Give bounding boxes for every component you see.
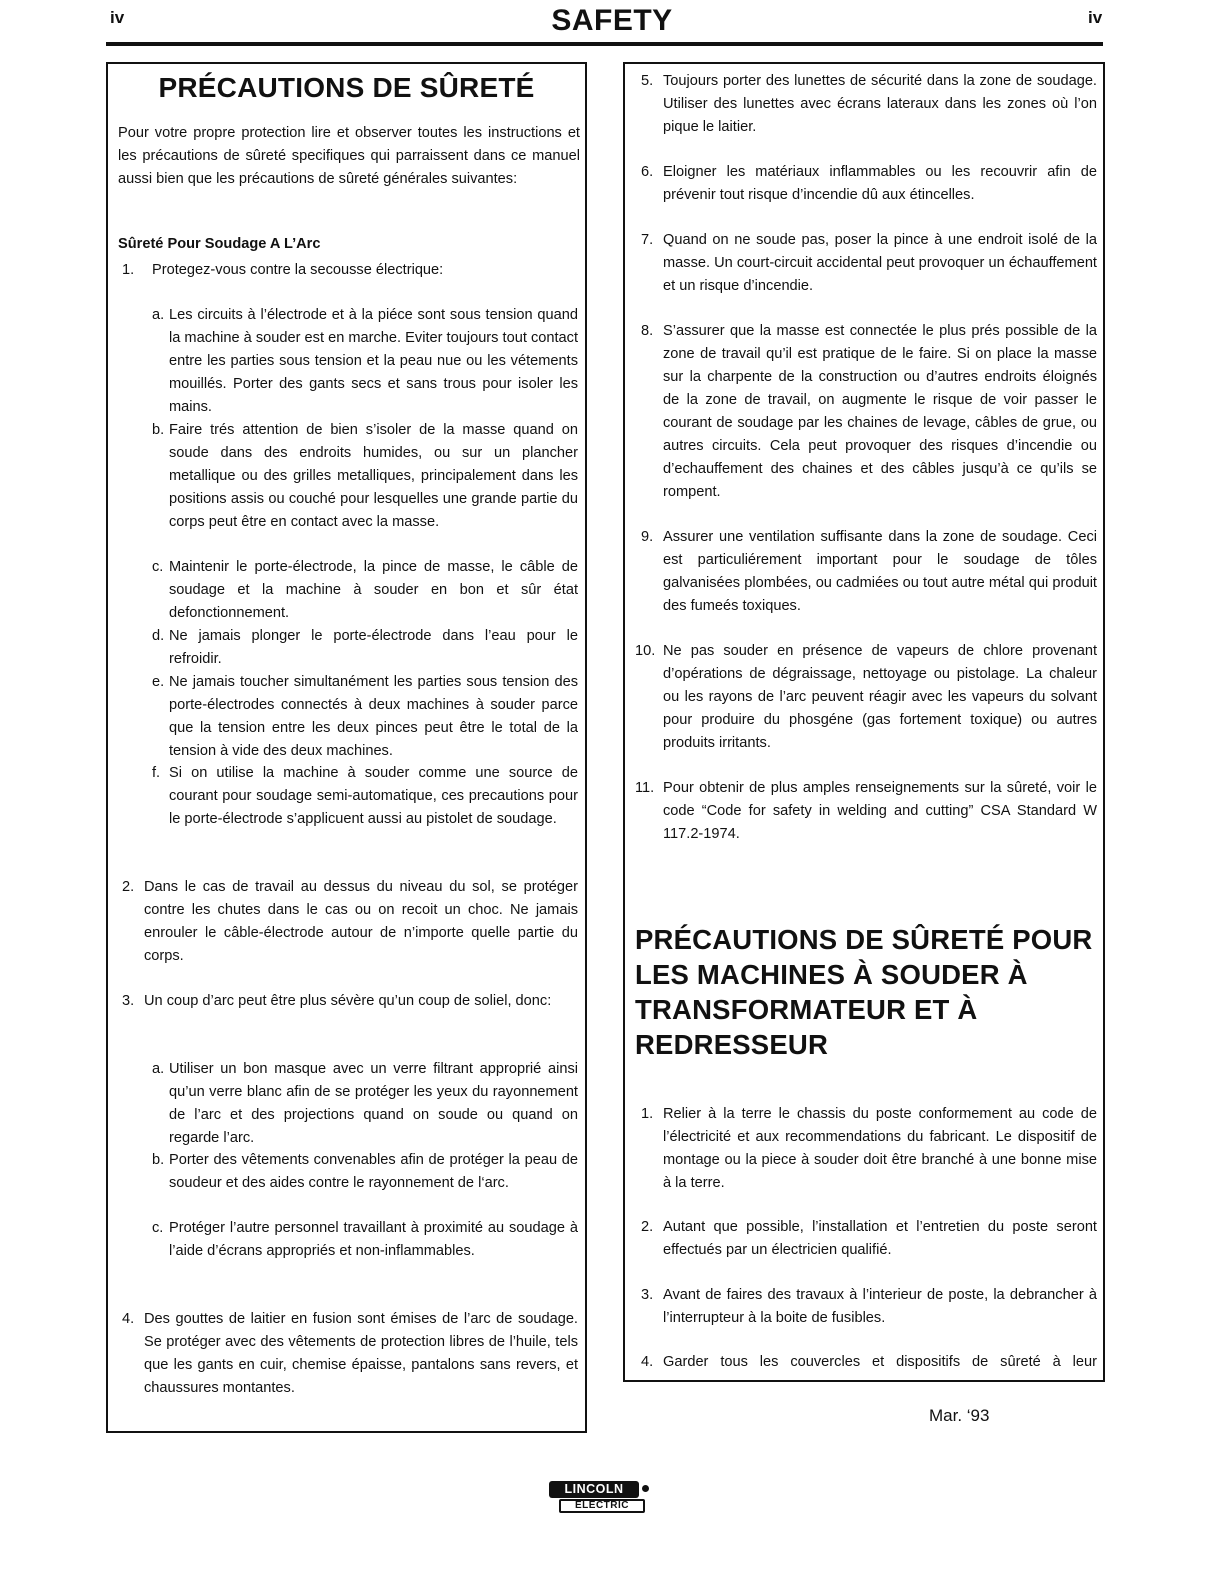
sub-item-1c xyxy=(152,556,578,626)
list-number: 2. xyxy=(122,879,135,895)
transformer-item-1 xyxy=(635,1103,1097,1196)
list-text: Des gouttes de laitier en fusion sont émises de l’arc de soudage. Se protéger avec des vêtements de protection libres de l’huile, tels que les gants en cuir, chemise épaisse, pantalons sans revers, et chaussures montantes. xyxy=(144,1311,578,1396)
list-number: 4. xyxy=(122,1311,135,1327)
sub-item-3b xyxy=(152,1149,578,1219)
sub-item-label: c. xyxy=(152,1220,164,1236)
list-text: Un coup d’arc peut être plus sévère qu’un coup de soliel, donc: xyxy=(144,993,552,1009)
logo-bottom-text: ELECTRIC xyxy=(559,1499,645,1513)
subheading-arc-welding: Sûreté Pour Soudage A L’Arc xyxy=(118,236,321,252)
sub-item-1b xyxy=(152,419,578,559)
sub-item-label: a. xyxy=(152,1061,165,1077)
sub-item-label: b. xyxy=(152,1152,165,1168)
list-number: 3. xyxy=(122,993,135,1009)
sub-item-text: Maintenir le porte-électrode, la pince de masse, le câble de soudage et la machine à souder en bon et sûr état defonctionnement. xyxy=(169,559,578,621)
list-item-10 xyxy=(635,640,1097,756)
logo-dot xyxy=(642,1485,649,1492)
sub-item-3c xyxy=(152,1217,578,1287)
left-column-box xyxy=(106,62,587,1433)
list-number: 6. xyxy=(641,164,654,180)
list-text: Dans le cas de travail au dessus du niveau du sol, se protéger contre les chutes dans le cas ou on recoit un choc. Ne jamais enrouler le câble-électrode autour de n’importe quelle partie du corps. xyxy=(144,879,578,964)
transformer-item-3 xyxy=(635,1284,1097,1331)
lincoln-electric-logo xyxy=(549,1481,653,1515)
list-text: Toujours porter des lunettes de sécurité dans la zone de soudage. Utiliser des lunettes avec écrans lateraux dans les zones où l’on pique le laitier. xyxy=(663,73,1097,135)
sub-item-text: Faire trés attention de bien s’isoler de la masse quand on soude dans des endroits humides, ou sur un plancher metallique ou des grilles metalliques, principalement dans les positions assis ou couché pour lesquelles une grande partie du corps peut être en contact avec la masse. xyxy=(169,422,578,530)
sub-item-text: Porter des vêtements convenables afin de protéger la peau de soudeur et des aides contre le rayonnement de l‘arc. xyxy=(169,1152,578,1191)
list-number: 5. xyxy=(641,73,654,89)
list-text: Avant de faires des travaux à l’interieur de poste, la debrancher à l’interrupteur à la boite de fusibles. xyxy=(663,1287,1097,1326)
list-number: 4. xyxy=(641,1354,654,1370)
list-number: 1. xyxy=(122,262,135,278)
list-text: Garder tous les couvercles et dispositifs de sûreté à leur xyxy=(663,1354,1097,1370)
list-item-7 xyxy=(635,229,1097,299)
revision-date: Mar. ‘93 xyxy=(929,1406,990,1425)
list-item-8 xyxy=(635,320,1097,505)
sub-item-label: a. xyxy=(152,307,165,323)
list-item-3 xyxy=(122,990,578,1037)
sub-item-text: Les circuits à l’électrode et à la piéce sont sous tension quand la machine à souder est en marche. Eviter toujours tout contact entre les parties sous tension et la peau nue ou les vétements mouillés. Porter des gants secs et sans trous pour isoler les mains. xyxy=(169,307,578,415)
list-number: 7. xyxy=(641,232,654,248)
sub-item-1d xyxy=(152,625,578,672)
list-item-5 xyxy=(635,70,1097,140)
list-text: S’assurer que la masse est connectée le plus prés possible de la zone de travail qu’il est pratique de le faire. Si on place la masse sur la charpente de la construction ou d’autres endroits éloignés de la zone de travail, on augmente le risque de voir passer le courant de soudage par les chaines de levage, câbles de grue, ou autres circuits. Cela peut provoquer des risques d’incendie ou d’echauffement des chaines et des câbles jusqu’à ce qu’ils se rompent. xyxy=(663,323,1097,500)
list-text: Protegez-vous contre la secousse électrique: xyxy=(152,262,444,278)
list-item-1 xyxy=(122,259,582,283)
list-text: Pour obtenir de plus amples renseignements sur la sûreté, voir le code “Code for safety in welding and cutting” CSA Standard W 117.2-1974. xyxy=(663,780,1097,842)
logo-top-text: LINCOLN xyxy=(549,1481,639,1498)
list-number: 3. xyxy=(641,1287,654,1303)
sub-item-label: b. xyxy=(152,422,165,438)
list-item-4 xyxy=(122,1308,578,1401)
list-number: 9. xyxy=(641,529,654,545)
list-number: 2. xyxy=(641,1219,654,1235)
list-text: Quand on ne soude pas, poser la pince à une endroit isolé de la masse. Un court-circuit accidental peut provoquer un échauffement et un risque d’incendie. xyxy=(663,232,1097,294)
sub-item-label: d. xyxy=(152,628,165,644)
list-text: Assurer une ventilation suffisante dans la zone de soudage. Ceci est particuliérement important pour le soudage de tôles galvanisées plombées, ou cadmiées ou tout autre métal qui produit des fumeés toxiques. xyxy=(663,529,1097,614)
page-title: SAFETY xyxy=(551,4,673,37)
page-number-right: iv xyxy=(1088,8,1103,27)
sub-item-text: Si on utilise la machine à souder comme une source de courant pour soudage semi-automatique, ces precautions pour le porte-électrode s’applicuent aussi au pistolet de soudage. xyxy=(169,765,578,827)
sub-item-1e xyxy=(152,671,578,764)
list-number: 8. xyxy=(641,323,654,339)
section-title-transformer-rectifier: PRÉCAUTIONS DE SÛRETÉ POUR LES MACHINES À SOUDER À TRANSFORMATEUR ET À REDRESSEUR xyxy=(635,924,1093,1060)
list-number: 1. xyxy=(641,1106,654,1122)
list-item-2 xyxy=(122,876,578,969)
sub-item-text: Protéger l’autre personnel travaillant à proximité au soudage à l’aide d’écrans appropriés et non-inflammables. xyxy=(169,1220,578,1259)
list-number: 11. xyxy=(635,780,655,796)
list-item-11 xyxy=(635,777,1097,847)
sub-item-label: f. xyxy=(152,765,161,781)
sub-item-1f xyxy=(152,762,578,855)
page-number-left: iv xyxy=(110,8,125,27)
list-item-6 xyxy=(635,161,1097,208)
sub-item-1a xyxy=(152,304,578,420)
list-number: 10. xyxy=(635,643,656,659)
list-text: Autant que possible, l’installation et l’entretien du poste seront effectués par un électricien qualifié. xyxy=(663,1219,1097,1258)
transformer-item-4 xyxy=(635,1351,1097,1375)
sub-item-text: Utiliser un bon masque avec un verre filtrant approprié ainsi qu’un verre blanc afin de se protéger les yeux du rayonnement de l’arc et des projections quand on soude ou quand on regarde l’arc. xyxy=(169,1061,578,1146)
list-text: Ne pas souder en présence de vapeurs de chlore provenant d’opérations de dégraissage, nettoyage ou pistolage. La chaleur ou les rayons de l’arc peuvent réagir avec les vapeurs du solvant pour produire du phosgéne (gas fortement toxique) ou autres produits irritants. xyxy=(663,643,1097,751)
sub-item-text: Ne jamais toucher simultanément les parties sous tension des porte-électrodes connectés à deux machines à souder parce que la tension entre les deux pinces peut être le total de la tension à vide des deux machines. xyxy=(169,674,578,759)
sub-item-label: e. xyxy=(152,674,165,690)
right-column-box xyxy=(623,62,1105,1382)
header-rule xyxy=(106,42,1103,46)
sub-item-label: c. xyxy=(152,559,164,575)
section-title-precautions: PRÉCAUTIONS DE SÛRETÉ xyxy=(158,72,535,103)
sub-item-3a xyxy=(152,1058,578,1151)
list-text: Eloigner les matériaux inflammables ou les recouvrir afin de prévenir tout risque d’incendie dû aux étincelles. xyxy=(663,164,1097,203)
list-item-9 xyxy=(635,526,1097,619)
intro-paragraph: Pour votre propre protection lire et observer toutes les instructions et les précautions de sûreté specifiques qui parraissent dans ce manuel aussi bien que les précautions de sûreté générales suivantes: xyxy=(118,125,580,187)
transformer-item-2 xyxy=(635,1216,1097,1263)
sub-item-text: Ne jamais plonger le porte-électrode dans l’eau pour le refroidir. xyxy=(169,628,578,667)
list-text: Relier à la terre le chassis du poste conformement au code de l’électricité et aux recommendations du fabricant. Le dispositif de montage ou la piece à souder doit être branché à une bonne mise à la terre. xyxy=(663,1106,1097,1191)
